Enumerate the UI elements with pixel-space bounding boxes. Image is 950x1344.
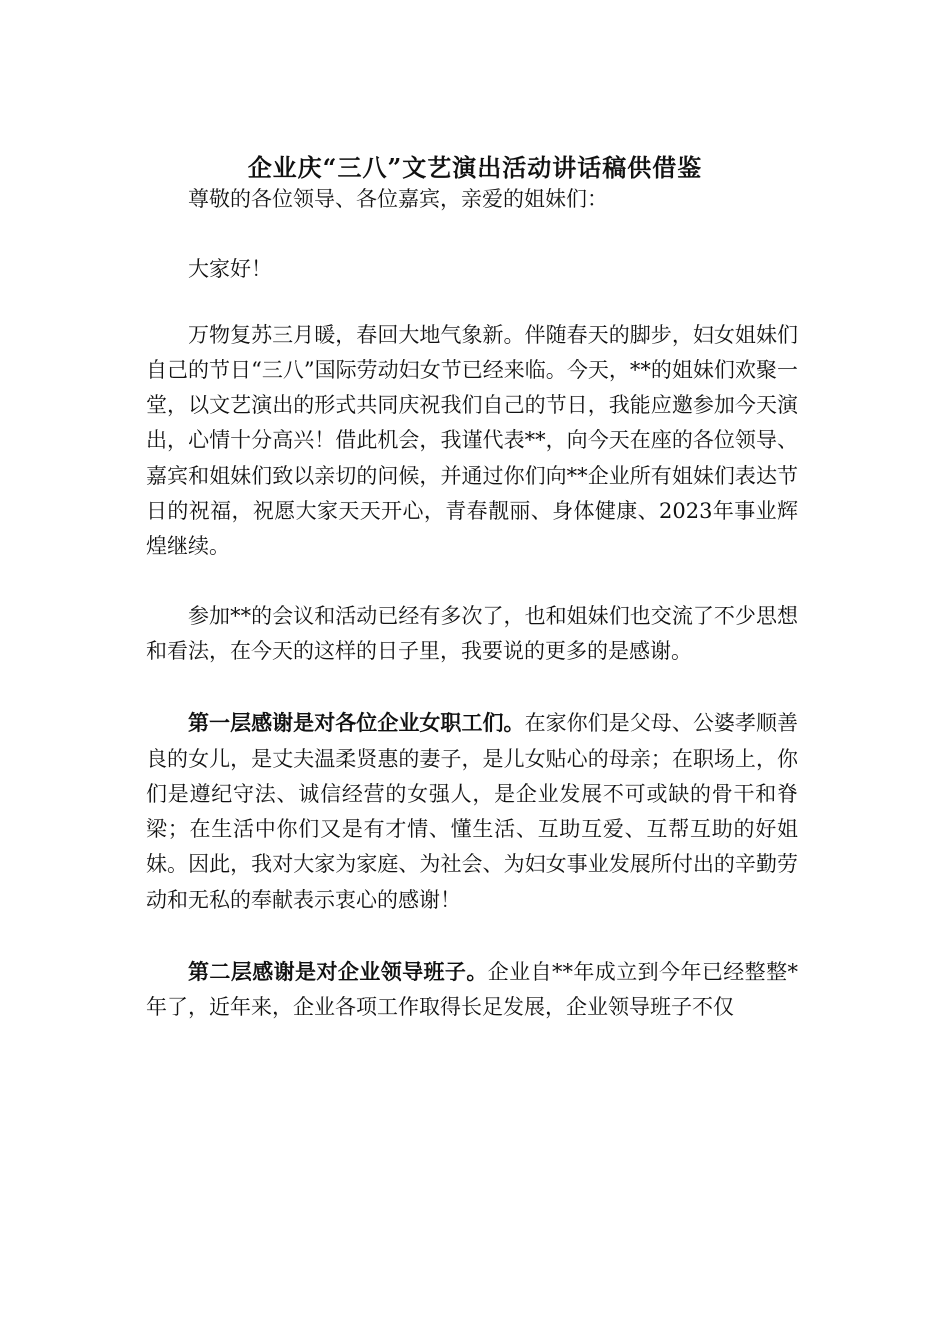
greeting: 大家好！ [188,257,272,282]
paragraph-2: 参加**的会议和活动已经有多次了，也和姐妹们也交流了不少思想和看法，在今天的这样的日子里，我要说的更多的是感谢。 [146,603,798,663]
paragraph-3 [146,705,798,918]
paragraph-3-body: 在家你们是父母、公婆孝顺善良的女儿，是丈夫温柔贤惠的妻子，是儿女贴心的母亲；在职场上，你们是遵纪守法、诚信经营的女强人，是企业发展不可或缺的骨干和脊梁；在生活中你们又是有才情、懂生活、互助互爱、互帮互助的好姐妹。因此，我对大家为家庭、为社会、为妇女事业发展所付出的辛勤劳动和无私的奉献表示衷心的感谢！ [146,711,799,912]
paragraph-4-lead: 第二层感谢是对企业领导班子。 [188,959,488,985]
document-body [146,182,798,1026]
paragraph-4 [146,954,798,1026]
paragraph-1: 万物复苏三月暖，春回大地气象新。伴随春天的脚步，妇女姐妹们自己的节日“三八”国际劳动妇女节已经来临。今天，**的姐妹们欢聚一堂，以文艺演出的形式共同庆祝我们自己的节日，我能应邀参加今天演出，心情十分高兴！借此机会，我谨代表**，向今天在座的各位领导、嘉宾和姐妹们致以亲切的问候，并通过你们向**企业所有姐妹们表达节日的祝福，祝愿大家天天开心，青春靓丽、身体健康、2023年事业辉煌继续。 [146,322,798,559]
salutation: 尊敬的各位领导、各位嘉宾，亲爱的姐妹们： [188,187,608,211]
paragraph-3-lead: 第一层感谢是对各位企业女职工们。 [188,710,525,736]
paragraph-4-body: 企业自**年成立到今年已经整整*年了，近年来，企业各项工作取得长足发展，企业领导班子不仅 [146,960,798,1020]
document-title: 企业庆“三八”文艺演出活动讲话稿供借鉴 [247,153,703,182]
